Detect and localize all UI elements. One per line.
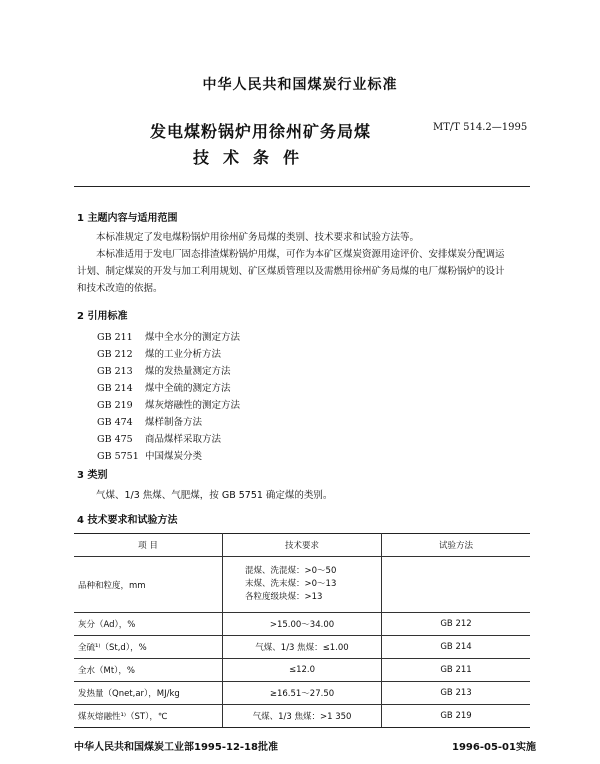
table-cell-method: GB 213 bbox=[382, 682, 531, 705]
section1-body bbox=[77, 229, 527, 297]
table-cell-item: 煤灰熔融性¹⁾（ST），℃ bbox=[74, 705, 223, 728]
document-title-line1: 发电煤粉锅炉用徐州矿务局煤 bbox=[150, 122, 372, 141]
section1-para2-line1: 本标准适用于发电厂固态排渣煤粉锅炉用煤，可作为本矿区煤炭资源用途评价、安排煤炭分配调运 bbox=[96, 249, 505, 260]
section1-heading: 1 主题内容与适用范围 bbox=[77, 213, 178, 224]
table-row bbox=[74, 557, 530, 613]
reference-item bbox=[97, 346, 221, 360]
table-cell-requirement: >15.00～34.00 bbox=[223, 613, 382, 636]
reference-title: 煤中全硫的测定方法 bbox=[145, 383, 231, 394]
reference-code: GB 474 bbox=[97, 417, 133, 428]
reference-code: GB 219 bbox=[97, 400, 133, 411]
industry-standard-heading: 中华人民共和国煤炭行业标准 bbox=[202, 77, 398, 93]
section3-text: 气煤、1/3 焦煤、气肥煤，按 GB 5751 确定煤的类别。 bbox=[96, 490, 333, 501]
section1-para1: 本标准规定了发电煤粉锅炉用徐州矿务局煤的类别、技术要求和试验方法等。 bbox=[96, 232, 420, 243]
table-row bbox=[74, 705, 530, 728]
requirement-line: 末煤、洗末煤：>0～13 bbox=[245, 579, 337, 589]
reference-title: 煤的工业分析方法 bbox=[145, 349, 222, 360]
table-cell-item: 全水（Mt），% bbox=[74, 659, 223, 682]
reference-item bbox=[97, 448, 202, 462]
reference-code: GB 214 bbox=[97, 383, 133, 394]
reference-title: 煤样制备方法 bbox=[145, 417, 203, 428]
implementation-date: 1996-05-01实施 bbox=[452, 742, 536, 753]
table-cell-method bbox=[382, 557, 531, 613]
table-cell-method: GB 219 bbox=[382, 705, 531, 728]
table-row bbox=[74, 613, 530, 636]
table-row bbox=[74, 636, 530, 659]
reference-code: GB 212 bbox=[97, 349, 133, 360]
table-header-row bbox=[74, 534, 530, 557]
reference-title: 煤的发热量测定方法 bbox=[145, 366, 231, 377]
section4-heading: 4 技术要求和试验方法 bbox=[77, 515, 178, 526]
reference-code: GB 211 bbox=[97, 332, 133, 343]
section2-heading: 2 引用标准 bbox=[77, 311, 128, 322]
table-cell-requirement: ≤12.0 bbox=[223, 659, 382, 682]
table-cell-requirement: 气煤、1/3 焦煤：>1 350 bbox=[223, 705, 382, 728]
table-cell-item: 全硫¹⁾（St,d），% bbox=[74, 636, 223, 659]
reference-title: 煤中全水分的测定方法 bbox=[145, 332, 241, 343]
reference-item bbox=[97, 431, 221, 445]
document-title-line2: 技术条件 bbox=[193, 148, 314, 167]
table-cell-requirement: 气煤、1/3 焦煤：≤1.00 bbox=[223, 636, 382, 659]
reference-item bbox=[97, 414, 202, 428]
table-header-requirement: 技术要求 bbox=[223, 534, 382, 557]
reference-code: GB 213 bbox=[97, 366, 133, 377]
standard-code: MT/T 514.2—1995 bbox=[433, 122, 528, 133]
table-row bbox=[74, 659, 530, 682]
table-cell-method: GB 214 bbox=[382, 636, 531, 659]
header-rule bbox=[74, 186, 530, 187]
table-cell-requirement bbox=[223, 557, 382, 613]
table-row bbox=[74, 682, 530, 705]
reference-item bbox=[97, 380, 231, 394]
table-cell-item: 灰分（Ad），% bbox=[74, 613, 223, 636]
reference-item bbox=[97, 363, 231, 377]
approval-note: 中华人民共和国煤炭工业部1995-12-18批准 bbox=[74, 742, 278, 753]
section1-para2-line3: 和技术改造的依据。 bbox=[77, 283, 163, 294]
table-cell-method: GB 211 bbox=[382, 659, 531, 682]
requirement-line: 混煤、洗混煤：>0～50 bbox=[245, 566, 337, 576]
reference-code: GB 5751 bbox=[97, 451, 139, 462]
requirement-line: 各粒度级块煤：>13 bbox=[245, 592, 323, 602]
reference-title: 中国煤炭分类 bbox=[145, 451, 203, 462]
reference-title: 商品煤样采取方法 bbox=[145, 434, 222, 445]
reference-code: GB 475 bbox=[97, 434, 133, 445]
table-cell-requirement: ≥16.51～27.50 bbox=[223, 682, 382, 705]
reference-item bbox=[97, 329, 240, 343]
table-header-item: 项 目 bbox=[74, 534, 223, 557]
technical-requirements-table bbox=[74, 533, 530, 728]
section1-para2-line2: 计划、制定煤炭的开发与加工利用规划、矿区煤质管理以及需燃用徐州矿务局煤的电厂煤粉锅炉的设计 bbox=[77, 266, 505, 277]
section3-heading: 3 类别 bbox=[77, 470, 108, 481]
reference-title: 煤灰熔融性的测定方法 bbox=[145, 400, 241, 411]
table-cell-item: 品种和粒度，mm bbox=[74, 557, 223, 613]
reference-item bbox=[97, 397, 240, 411]
table-cell-method: GB 212 bbox=[382, 613, 531, 636]
table-cell-item: 发热量（Qnet,ar），MJ/kg bbox=[74, 682, 223, 705]
table-header-method: 试验方法 bbox=[382, 534, 531, 557]
